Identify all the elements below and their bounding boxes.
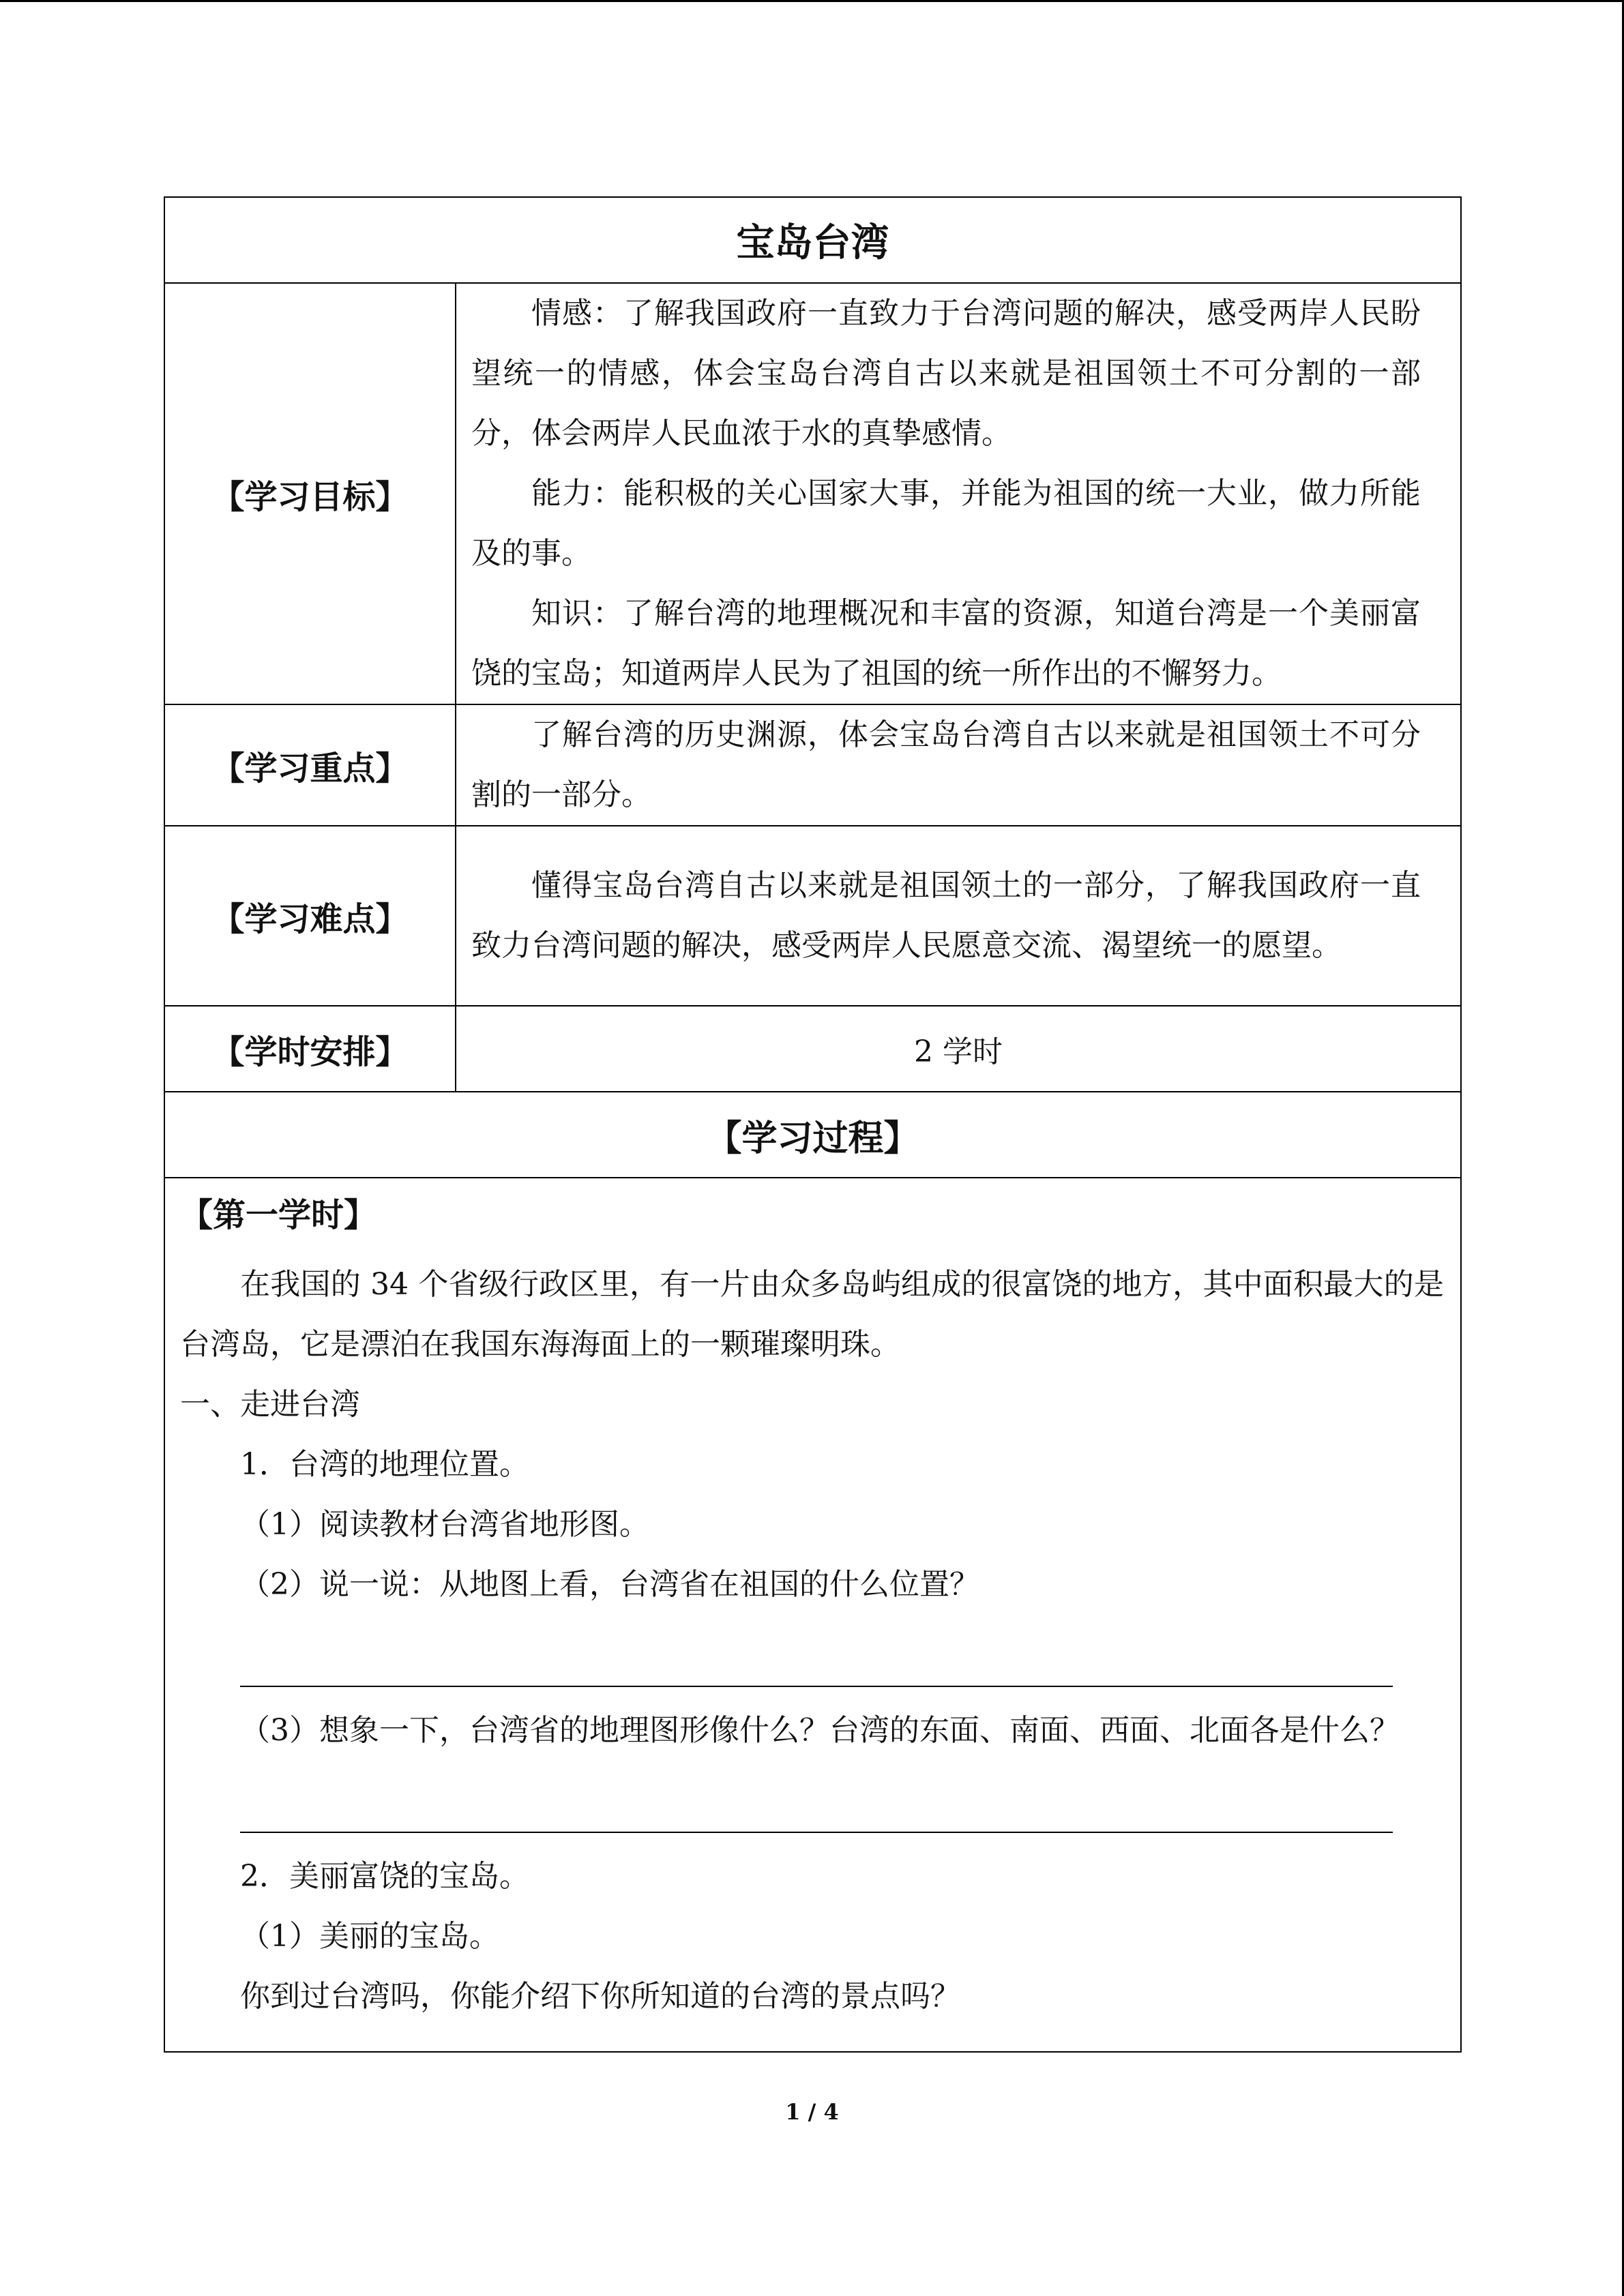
lesson-plan-table — [164, 196, 1462, 2053]
section-heading-1: 一、走进台湾 — [180, 1387, 360, 1422]
schedule-value: 2 学时 — [456, 1006, 1461, 1092]
objectives-content — [456, 283, 1461, 704]
item-2: 2．美丽富饶的宝岛。 — [240, 1859, 529, 1894]
answer-line-2[interactable] — [240, 1774, 1393, 1833]
objective-ability: 能力：能积极的关心国家大事，并能为祖国的统一大业，做力所能及的事。 — [471, 476, 1421, 571]
key-points-text: 了解台湾的历史渊源，体会宝岛台湾自古以来就是祖国领土不可分割的一部分。 — [471, 717, 1421, 812]
key-points-label: 【学习重点】 — [164, 704, 456, 826]
schedule-label: 【学时安排】 — [164, 1006, 456, 1092]
page-number: 1 / 4 — [785, 2099, 839, 2125]
objective-emotion: 情感：了解我国政府一直致力于台湾问题的解决，感受两岸人民盼望统一的情感，体会宝岛台湾自古以来就是祖国领土不可分割的一部分，体会两岸人民血浓于水的真挚感情。 — [471, 296, 1421, 451]
item-2-question: 你到过台湾吗，你能介绍下你所知道的台湾的景点吗？ — [240, 1979, 960, 2014]
document-title: 宝岛台湾 — [164, 197, 1461, 283]
page-top-border — [0, 0, 1624, 2]
process-body — [164, 1178, 1461, 2052]
key-points-content — [456, 704, 1461, 826]
difficulties-label: 【学习难点】 — [164, 826, 456, 1006]
lesson-heading: 【第一学时】 — [180, 1196, 377, 1234]
objective-knowledge: 知识：了解台湾的地理概况和丰富的资源，知道台湾是一个美丽富饶的宝岛；知道两岸人民为了祖国的统一所作出的不懈努力。 — [471, 596, 1421, 691]
intro-paragraph: 在我国的 34 个省级行政区里，有一片由众多岛屿组成的很富饶的地方，其中面积最大的是台湾岛，它是漂泊在我国东海海面上的一颗璀璨明珠。 — [180, 1267, 1444, 1362]
difficulties-text: 懂得宝岛台湾自古以来就是祖国领土的一部分，了解我国政府一直致力台湾问题的解决，感受两岸人民愿意交流、渴望统一的愿望。 — [471, 868, 1421, 963]
item-1: 1．台湾的地理位置。 — [240, 1447, 529, 1482]
item-1-3: （3）想象一下，台湾省的地理图形像什么？台湾的东面、南面、西面、北面各是什么？ — [240, 1713, 1400, 1748]
answer-line-1[interactable] — [240, 1628, 1393, 1687]
item-1-2: （2）说一说：从地图上看，台湾省在祖国的什么位置？ — [240, 1567, 979, 1602]
process-heading: 【学习过程】 — [164, 1092, 1461, 1178]
item-1-1: （1）阅读教材台湾省地形图。 — [240, 1507, 649, 1542]
objectives-label: 【学习目标】 — [164, 283, 456, 704]
item-2-1: （1）美丽的宝岛。 — [240, 1919, 499, 1954]
difficulties-content — [456, 826, 1461, 1006]
